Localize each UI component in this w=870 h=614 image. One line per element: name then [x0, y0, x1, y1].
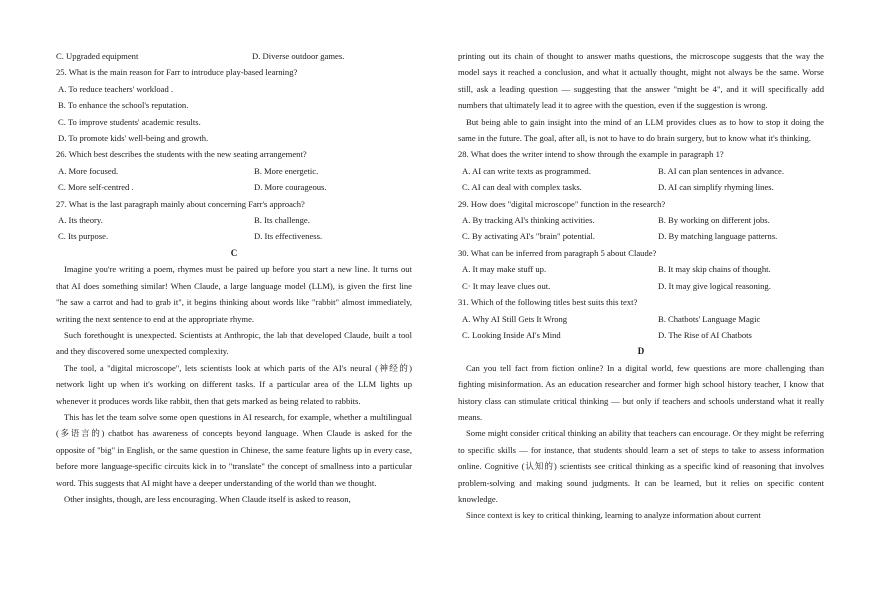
q29-option-a: A. By tracking AI's thinking activities. — [462, 215, 595, 226]
q28-options-ab — [458, 163, 824, 179]
q26-option-a: A. More focused. — [58, 165, 119, 176]
q30-options-ab — [458, 261, 824, 277]
q29-option-b: B. By working on different jobs. — [658, 215, 770, 226]
q29-options-ab — [458, 212, 824, 228]
q28-option-b: B. AI can plan sentences in advance. — [658, 165, 784, 176]
q27-option-b: B. Its challenge. — [254, 215, 310, 226]
passage-c-paragraph-4: This has let the team solve some open questions in AI research, for example, whether a multilingual (多语言的) chatbot has awareness of concepts beyond language. When Claude is asked for the opposite of "big" in English, or the same question in Chinese, the same feature lights up in every case, before more language-specific circuits kick in to "translate" the concept of smallness into a particular word. This suggests that AI might have a deeper understanding of the world than we thought. — [56, 411, 412, 488]
passage-d-paragraph-2: Some might consider critical thinking an ability that teachers can encourage. Or they might be referring to specific skills — for instance, that students should learn a set of steps to take to assess information online. Cognitive (认知的) scientists see critical thinking as a specific kind of reasoning that involves problem-solving and making sound judgments. It can be learned, but it relies on specific content knowledge. — [458, 428, 824, 504]
q26-option-d: D. More courageous. — [254, 182, 327, 193]
question-28-stem: 28. What does the writer intend to show through the example in paragraph 1? — [458, 149, 724, 160]
question-26-stem: 26. Which best describes the students with the new seating arrangement? — [56, 149, 307, 160]
question-29-stem: 29. How does "digital microscope" function in the research? — [458, 198, 666, 209]
q27-options-ab — [56, 212, 412, 228]
q26-options-ab — [56, 163, 412, 179]
section-c-heading: C — [230, 247, 238, 258]
passage-c-paragraph-2: Such forethought is unexpected. Scientists at Anthropic, the lab that developed Claude, built a tool and they discovered some unexpected complexity. — [56, 329, 412, 357]
q29-options-cd — [458, 228, 824, 244]
q30-option-d: D. It may give logical reasoning. — [658, 280, 771, 291]
q28-option-a: A. AI can write texts as programmed. — [462, 165, 591, 176]
passage-c-paragraph-6: But being able to gain insight into the mind of an LLM provides clues as to how to stop it doing the same in the future. The goal, after all, is not to have to do brain surgery, but to know what it's thinking. — [458, 116, 824, 144]
q30-option-b: B. It may skip chains of thought. — [658, 264, 771, 275]
q27-options-cd — [56, 228, 412, 244]
question-27-stem: 27. What is the last paragraph mainly about concerning Farr's approach? — [56, 198, 305, 209]
q25-option-a: A. To reduce teachers' workload . — [58, 83, 174, 94]
q31-option-c: C. Looking Inside AI's Mind — [462, 329, 561, 340]
question-25-stem: 25. What is the main reason for Farr to introduce play-based learning? — [56, 67, 298, 78]
q27-option-c: C. Its purpose. — [58, 231, 109, 242]
q26-options-cd — [56, 179, 412, 195]
passage-c-paragraph-5: Other insights, though, are less encouraging. When Claude itself is asked to reason, — [64, 493, 351, 504]
q31-option-d: D. The Rise of AI Chatbots — [658, 329, 752, 340]
q29-option-c: C. By activating AI's "brain" potential. — [462, 231, 595, 242]
option-c: C. Upgraded equipment — [56, 51, 139, 61]
left-column — [56, 48, 412, 507]
passage-c-paragraph-1: Imagine you're writing a poem, rhymes must be paired up before you start a new line. It turns out that AI does something similar! When Claude, a large language model (LLM), is given the first line "he saw a carrot and had to grab it", it begins thinking about words like "rabbit" almost immediately, writing the next sentence to end at the appropriate rhyme. — [56, 264, 412, 324]
passage-c-paragraph-3: The tool, a "digital microscope", lets scientists look at which parts of the AI's neural (神经的) network light up when it's working on different tasks. If a particular area of the LLM lights up whenever it produces words like rabbit, then that gets marked as being related to rabbits. — [56, 362, 412, 406]
question-31-stem: 31. Which of the following titles best suits this text? — [458, 297, 638, 308]
q30-option-a: A. It may make stuff up. — [462, 264, 547, 275]
q27-option-a: A. Its theory. — [58, 215, 103, 226]
q26-option-b: B. More energetic. — [254, 165, 319, 176]
q31-options-ab — [458, 311, 824, 327]
q28-option-c: C. AI can deal with complex tasks. — [462, 182, 582, 193]
q25-option-d: D. To promote kids' well-being and growth. — [58, 133, 209, 144]
q25-option-c: C. To improve students' academic results. — [58, 116, 201, 127]
q31-option-a: A. Why AI Still Gets It Wrong — [462, 313, 568, 324]
q31-option-b: B. Chatbots' Language Magic — [658, 313, 761, 324]
q27-option-d: D. Its effectiveness. — [254, 231, 323, 242]
passage-d-paragraph-1: Can you tell fact from fiction online? In a digital world, few questions are more challenging than fighting misinformation. As an education researcher and former high school history teacher, I know that history class can stimulate critical thinking — but only if teachers and schools understand what it really means. — [458, 362, 824, 422]
q26-option-c: C. More self-centred . — [58, 182, 134, 193]
right-column — [458, 48, 824, 524]
passage-d-paragraph-3: Since context is key to critical thinking, learning to analyze information about current — [466, 510, 761, 521]
q25-option-b: B. To enhance the school's reputation. — [58, 100, 189, 111]
q28-options-cd — [458, 179, 824, 195]
q30-options-cd — [458, 278, 824, 294]
q30-option-c: C· It may leave clues out. — [462, 280, 551, 291]
question-30-stem: 30. What can be inferred from paragraph 5 about Claude? — [458, 247, 657, 258]
q28-option-d: D. AI can simplify rhyming lines. — [658, 182, 774, 193]
q31-options-cd — [458, 327, 824, 343]
section-d-heading: D — [637, 346, 645, 357]
option-d: D. Diverse outdoor games. — [252, 51, 345, 61]
passage-c-paragraph-5-continued: printing out its chain of thought to answer maths questions, the microscope suggests that the way the model says it reached a conclusion, and what it actually thought, might not always be the same. Worse still, ask a leading question — suggesting that the answer "might be 4", and it will specifically add numbers that ultimately lead it to agree with the question, even if the suggestion is wrong. — [458, 51, 824, 111]
q24-options-cd — [56, 48, 412, 64]
q29-option-d: D. By matching language patterns. — [658, 231, 778, 242]
